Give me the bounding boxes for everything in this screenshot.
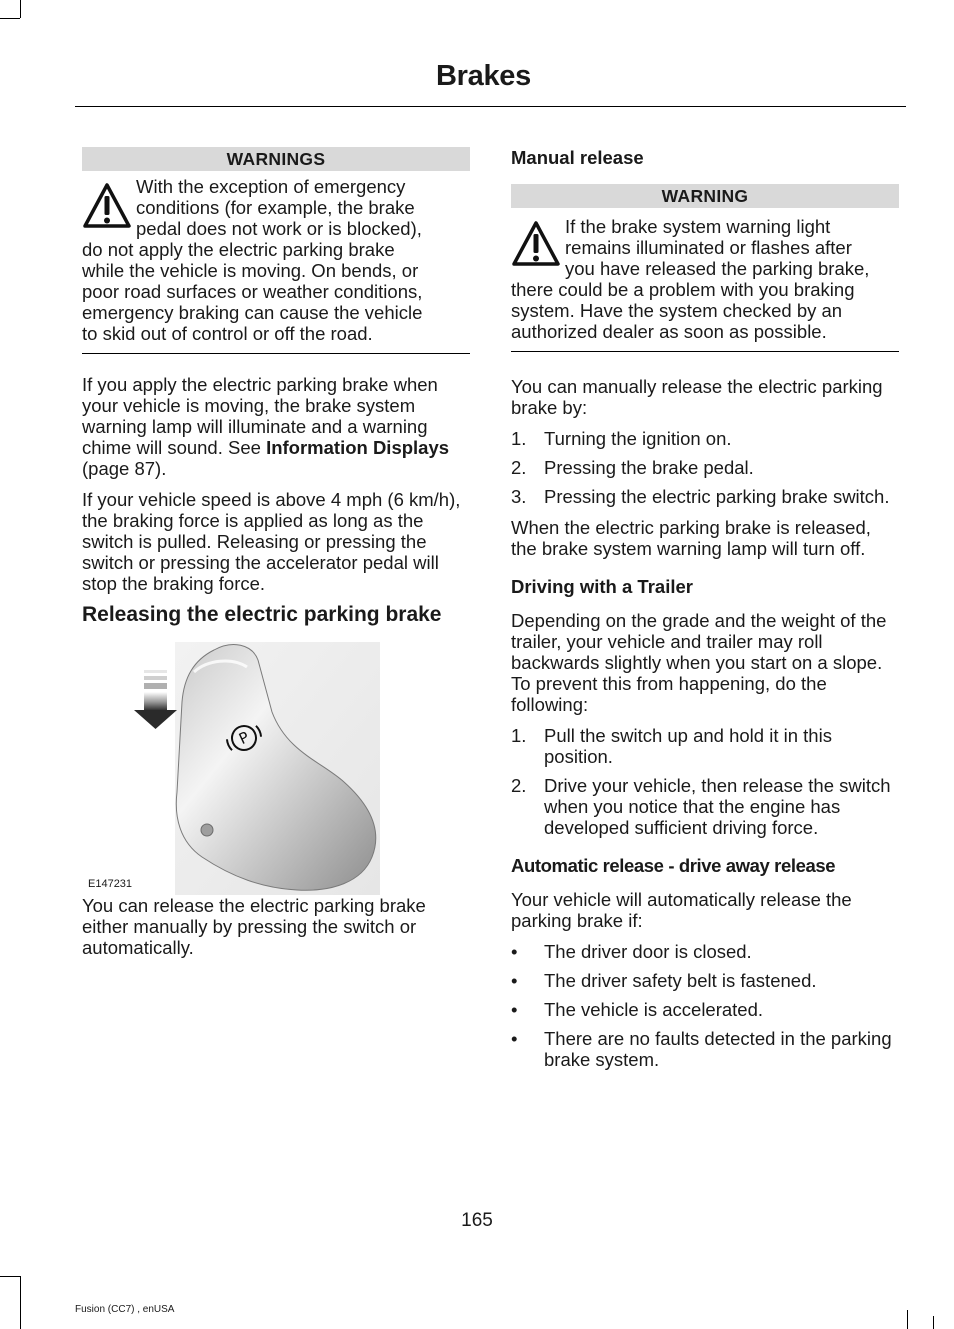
list-item: 1. Turning the ignition on. — [511, 428, 732, 449]
crop-mark — [933, 1316, 934, 1329]
manual-release-steps — [511, 428, 899, 507]
crop-mark — [0, 18, 20, 19]
warning-box — [511, 208, 899, 352]
warning-triangle-icon — [82, 182, 132, 230]
warning-box — [82, 171, 470, 354]
crop-mark — [907, 1310, 908, 1329]
list-item: 3. Pressing the electric parking brake switch. — [511, 486, 890, 507]
list-item: 2. Drive your vehicle, then release the switch when you notice that the engine has developed sufficient driving force. — [511, 775, 891, 838]
push-down-arrow-icon — [134, 670, 177, 729]
list-item: 2. Pressing the brake pedal. — [511, 457, 754, 478]
warning-triangle-icon — [511, 220, 561, 268]
crop-mark — [0, 1276, 20, 1277]
automatic-release-heading: Automatic release - drive away release — [511, 855, 836, 876]
paragraph: Your vehicle will automatically release the parking brake if: — [511, 889, 852, 931]
footer-model: Fusion (CC7) , enUSA — [75, 1304, 175, 1315]
page-number: 165 — [461, 1210, 493, 1231]
paragraph: You can release the electric parking brake either manually by pressing the switch or automatically. — [82, 895, 426, 958]
parking-brake-switch-illustration — [82, 642, 382, 895]
list-item: • The driver safety belt is fastened. — [511, 970, 817, 991]
list-item: • The driver door is closed. — [511, 941, 752, 962]
cross-reference-link[interactable]: Information Displays — [266, 437, 450, 458]
warning-heading: WARNING — [511, 184, 899, 208]
list-item: • The vehicle is accelerated. — [511, 999, 764, 1020]
warning-text: With the exception of emergency conditions (for example, the brake pedal does not work or is blocked), do not apply the electric parking brake while the vehicle is moving. On bends, or poor road surfaces or weather conditions, emergency braking can cause the vehicle to skid out of control or off the road. — [82, 176, 423, 344]
manual-release-heading: Manual release — [511, 147, 644, 168]
paragraph: When the electric parking brake is released, the brake system warning lamp will turn off. — [511, 517, 871, 559]
parking-brake-switch-figure — [82, 642, 470, 895]
left-column — [82, 147, 470, 968]
trailer-heading: Driving with a Trailer — [511, 576, 693, 597]
section-heading: Releasing the electric parking brake — [82, 603, 442, 626]
automatic-release-conditions — [511, 941, 899, 1070]
trailer-steps — [511, 725, 899, 838]
paragraph: If your vehicle speed is above 4 mph (6 km/h), the braking force is applied as long as the switch is pulled. Releasing or pressing the switch or pressing the accelerator pedal will stop the braking force. — [82, 489, 461, 594]
title-rule — [75, 106, 906, 107]
svg-text:P: P — [236, 727, 252, 749]
paragraph: Depending on the grade and the weight of the trailer, your vehicle and trailer may roll backwards slightly when you start on a slope. To prevent this from happening, do the following: — [511, 610, 887, 715]
crop-mark — [20, 0, 21, 18]
right-column — [511, 147, 899, 1080]
paragraph: You can manually release the electric parking brake by: — [511, 376, 883, 418]
list-item: • There are no faults detected in the parking brake system. — [511, 1028, 892, 1070]
warnings-heading: WARNINGS — [82, 147, 470, 171]
crop-mark — [20, 1276, 21, 1329]
figure-code: E147231 — [88, 878, 133, 890]
warning-text: If the brake system warning light remains illuminated or flashes after you have released the parking brake, there could be a problem with you braking system. Have the system checked by an authorized dealer as soon as possible. — [511, 216, 870, 342]
list-item: 1. Pull the switch up and hold it in this position. — [511, 725, 832, 767]
paragraph: If you apply the electric parking brake when your vehicle is moving, the brake system warning lamp will illuminate and a warning chime will sound. See Information Displays (page 87). — [82, 374, 450, 479]
